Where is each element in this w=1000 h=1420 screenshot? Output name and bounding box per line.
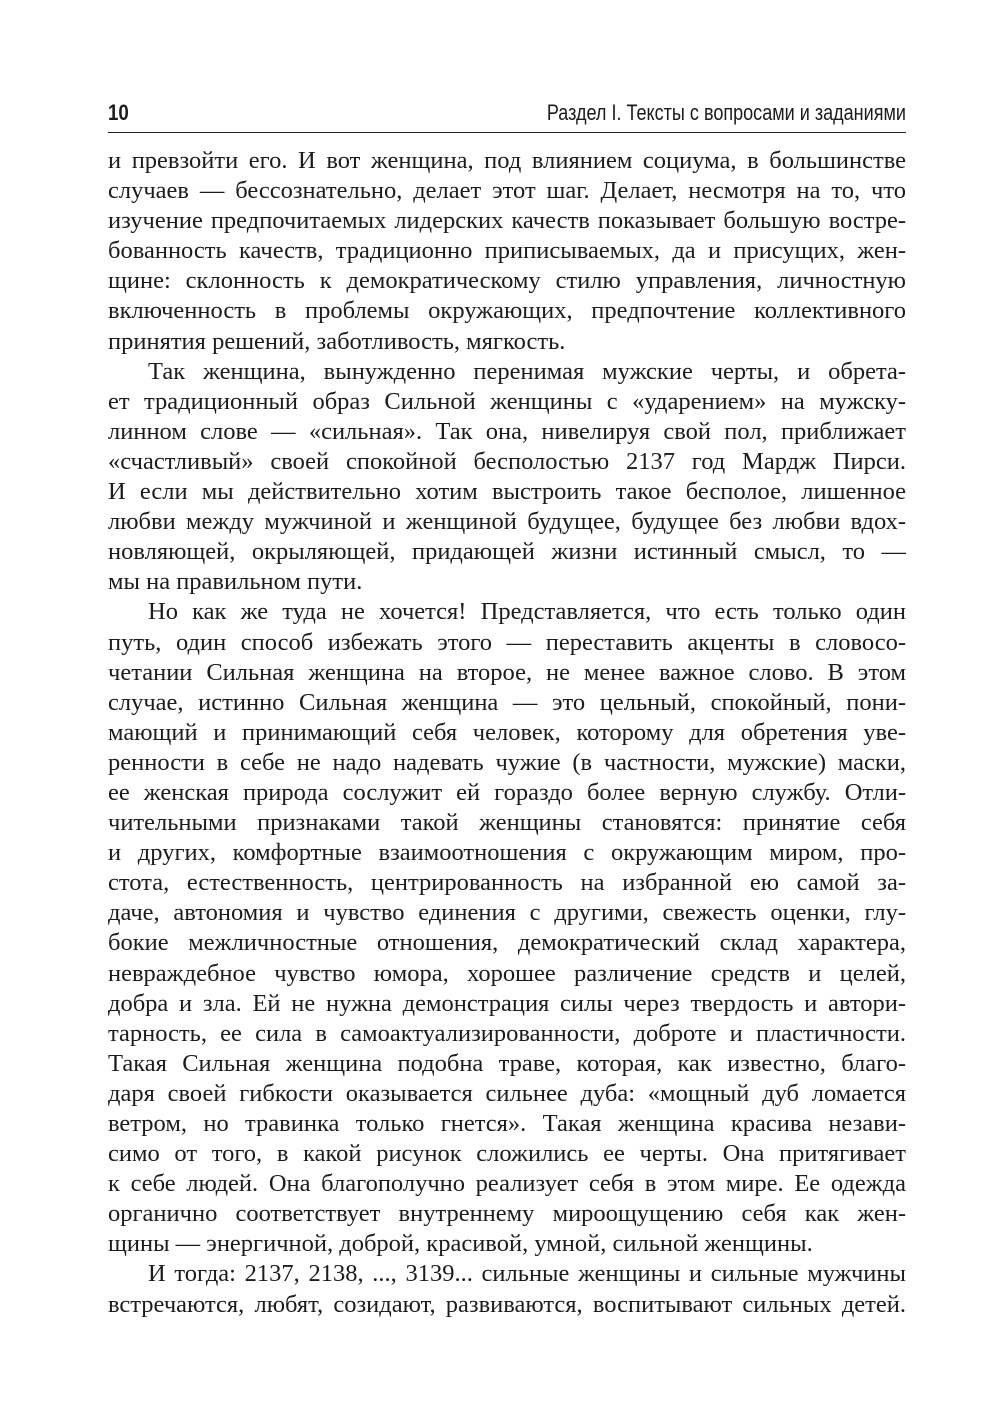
text-line: любви между мужчиной и женщиной будущее, будущее без любви вдох- [108,508,906,536]
text-line: даче, автономия и чувство единения с другими, свежесть оценки, глу- [108,899,906,927]
page-number: 10 [108,100,129,125]
text-line: Так женщина, вынужденно перенимая мужские черты, и обрета- [148,357,906,385]
text-line: бованность качеств, традиционно приписываемых, да и присущих, жен- [108,237,906,265]
text-line: стота, естественность, центрированность на избранной ею самой за- [108,869,906,897]
text-line: И если мы действительно хотим выстроить такое бесполое, лишенное [108,478,906,506]
text-line: добра и зла. Ей не нужна демонстрация силы через твердость и автори- [108,989,906,1017]
text-line: встречаются, любят, созидают, развиваются, воспитывают сильных детей. [108,1290,906,1318]
text-line: щине: склонность к демократическому стилю управления, личностную [108,267,906,295]
paragraph [108,357,906,598]
body-text [108,146,906,1320]
text-line: бокие межличностные отношения, демократический склад характера, [108,929,906,957]
section-title: Раздел I. Тексты с вопросами и заданиями [546,100,906,125]
text-line: к себе людей. Она благополучно реализует себя в этом мире. Ее одежда [108,1170,906,1198]
text-line: органично соответствует внутреннему мироощущению себя как жен- [108,1200,906,1228]
text-line: щины — энергичной, доброй, красивой, умной, сильной женщины. [108,1230,813,1258]
text-line: ее женская природа сослужит ей гораздо более верную службу. Отли- [108,778,906,806]
text-line: И тогда: 2137, 2138, ..., 3139... сильные женщины и сильные мужчины [148,1260,906,1288]
text-line: путь, один способ избежать этого — переставить акценты в словосо- [108,628,906,656]
text-line: невраждебное чувство юмора, хорошее различение средств и целей, [108,959,906,987]
text-line: мающий и принимающий себя человек, которому для обретения уве- [108,718,906,746]
text-line: случаев — бессознательно, делает этот шаг. Делает, несмотря на то, что [108,177,906,205]
paragraph [108,597,906,1259]
text-line: ет традиционный образ Сильной женщины с «ударением» на мужску- [108,387,906,415]
text-line: и превзойти его. И вот женщина, под влиянием социума, в большинстве [108,147,906,174]
text-line: включенность в проблемы окружающих, предпочтение коллективного [108,297,906,325]
text-line: Но как же туда не хочется! Представляется, что есть только один [148,598,906,626]
text-line: Такая Сильная женщина подобна траве, которая, как известно, благо- [108,1049,906,1077]
text-line: «счастливый» своей спокойной бесполостью 2137 год Мардж Пирси. [108,447,906,475]
header-rule [108,132,906,133]
text-line: чительными признаками такой женщины становятся: принятие себя [108,809,906,837]
text-line: даря своей гибкости оказывается сильнее дуба: «мощный дуб ломается [108,1079,906,1107]
text-line: линном слове — «сильная». Так она, нивелируя свой пол, приближает [108,417,906,445]
running-header [108,98,906,132]
text-line: мы на правильном пути. [108,568,363,596]
text-line: и других, комфортные взаимоотношения с окружающим миром, про- [108,839,906,867]
text-line: принятия решений, заботливость, мягкость. [108,327,566,355]
text-line: случае, истинно Сильная женщина — это цельный, спокойный, пони- [108,688,906,716]
text-line: тарность, ее сила в самоактуализированности, доброте и пластичности. [108,1019,906,1047]
text-line: ренности в себе не надо надевать чужие (в частности, мужские) маски, [108,748,906,776]
text-line: симо от того, в какой рисунок сложились ее черты. Она притягивает [108,1140,906,1168]
text-line: новляющей, окрыляющей, придающей жизни истинный смысл, то — [108,538,906,566]
text-line: четании Сильная женщина на второе, не менее важное слово. В этом [108,658,906,686]
paragraph [108,1259,906,1319]
paragraph [108,146,906,357]
text-line: ветром, но травинка только гнется». Такая женщина красива незави- [108,1110,906,1137]
text-line: изучение предпочитаемых лидерских качеств показывает большую востре- [108,207,906,235]
